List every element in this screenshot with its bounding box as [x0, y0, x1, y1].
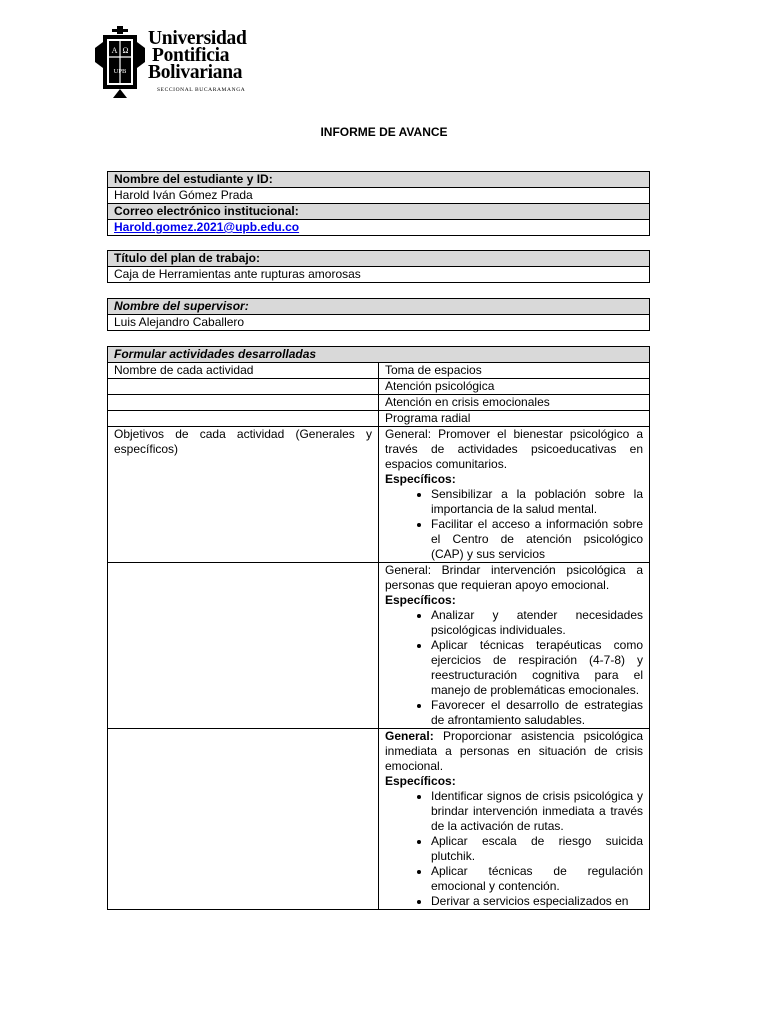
list-item: • Favorecer el desarrollo de estrategias de afrontamiento saludables.	[431, 698, 643, 728]
plan-label: Título del plan de trabajo:	[108, 251, 650, 267]
empty-cell	[108, 411, 379, 427]
activity-name-label: Nombre de cada actividad	[108, 363, 379, 379]
objective-2-general: General: Brindar intervención psicológica a personas que requieran apoyo emocional.	[385, 563, 643, 592]
university-seal-icon	[95, 26, 145, 98]
activity-name-1: Toma de espacios	[379, 363, 650, 379]
email-link[interactable]: Harold.gomez.2021@upb.edu.co	[114, 220, 300, 234]
activity-name-4: Programa radial	[379, 411, 650, 427]
list-item: • Sensibilizar a la población sobre la importancia de la salud mental.	[431, 487, 643, 517]
activity-name-3: Atención en crisis emocionales	[379, 395, 650, 411]
email-label: Correo electrónico institucional:	[108, 204, 650, 220]
objective-3-specific-label: Específicos:	[385, 774, 456, 788]
objective-3-general-text: Proporcionar asistencia psicológica inmediata a personas en situación de crisis emocional.	[385, 729, 643, 773]
document-title: INFORME DE AVANCE	[320, 125, 448, 139]
seal-letter-omega: Ω	[122, 46, 129, 55]
objectives-1	[379, 427, 650, 563]
list-item: • Identificar signos de crisis psicológica y brindar intervención inmediata a través de la activación de rutas.	[431, 789, 643, 834]
objective-3-general	[385, 729, 643, 774]
objective-1-list	[385, 487, 643, 562]
activity-name-2: Atención psicológica	[379, 379, 650, 395]
logo-line-1: Universidad	[148, 28, 247, 49]
objective-2-specific-label: Específicos:	[385, 593, 456, 607]
student-name-label: Nombre del estudiante y ID:	[108, 172, 650, 188]
seal-letter-alpha: A	[111, 46, 118, 55]
list-item: • Facilitar el acceso a información sobre el Centro de atención psicológico (CAP) y sus servicios	[431, 517, 643, 562]
objective-2-list	[385, 608, 643, 728]
empty-cell	[108, 729, 379, 906]
objective-3-general-label: General:	[385, 729, 434, 743]
empty-cell	[108, 379, 379, 395]
objectives-3	[379, 729, 650, 906]
plan-table	[107, 250, 650, 283]
list-item: • Derivar a servicios especializados en	[431, 894, 643, 905]
objectives-label: Objetivos de cada actividad (Generales y específicos)	[108, 427, 379, 563]
objective-1-general: General: Promover el bienestar psicológico a través de actividades psicoeducativas en espacios comunitarios.	[385, 427, 643, 471]
empty-cell	[108, 395, 379, 411]
list-item: • Analizar y atender necesidades psicológicas individuales.	[431, 608, 643, 638]
logo-line-2: Pontificia	[152, 45, 230, 66]
activities-header: Formular actividades desarrolladas	[108, 347, 650, 363]
activities-table	[107, 346, 650, 908]
list-item: • Aplicar técnicas de regulación emocional y contención.	[431, 864, 643, 894]
student-info-table	[107, 171, 650, 236]
objective-3-list	[385, 789, 643, 908]
logo-line-3: Bolivariana	[148, 62, 243, 83]
email-cell	[108, 220, 650, 236]
list-item: • Aplicar escala de riesgo suicida plutchik.	[431, 834, 643, 864]
objective-1-specific-label: Específicos:	[385, 472, 456, 486]
list-item: • Aplicar técnicas terapéuticas como ejercicios de respiración (4-7-8) y reestructuración cognitiva para el manejo de problemáticas emocionales.	[431, 638, 643, 698]
plan-value: Caja de Herramientas ante rupturas amorosas	[108, 267, 650, 283]
supervisor-value: Luis Alejandro Caballero	[108, 315, 650, 331]
supervisor-label: Nombre del supervisor:	[108, 299, 650, 315]
objectives-2	[379, 563, 650, 729]
logo-subtitle: SECCIONAL BUCARAMANGA	[157, 87, 246, 93]
supervisor-table	[107, 298, 650, 331]
student-name-value: Harold Iván Gómez Prada	[108, 188, 650, 204]
university-logo	[95, 26, 265, 98]
seal-letters-upb: UPB	[113, 68, 127, 75]
empty-cell	[108, 563, 379, 729]
university-name	[148, 30, 247, 81]
